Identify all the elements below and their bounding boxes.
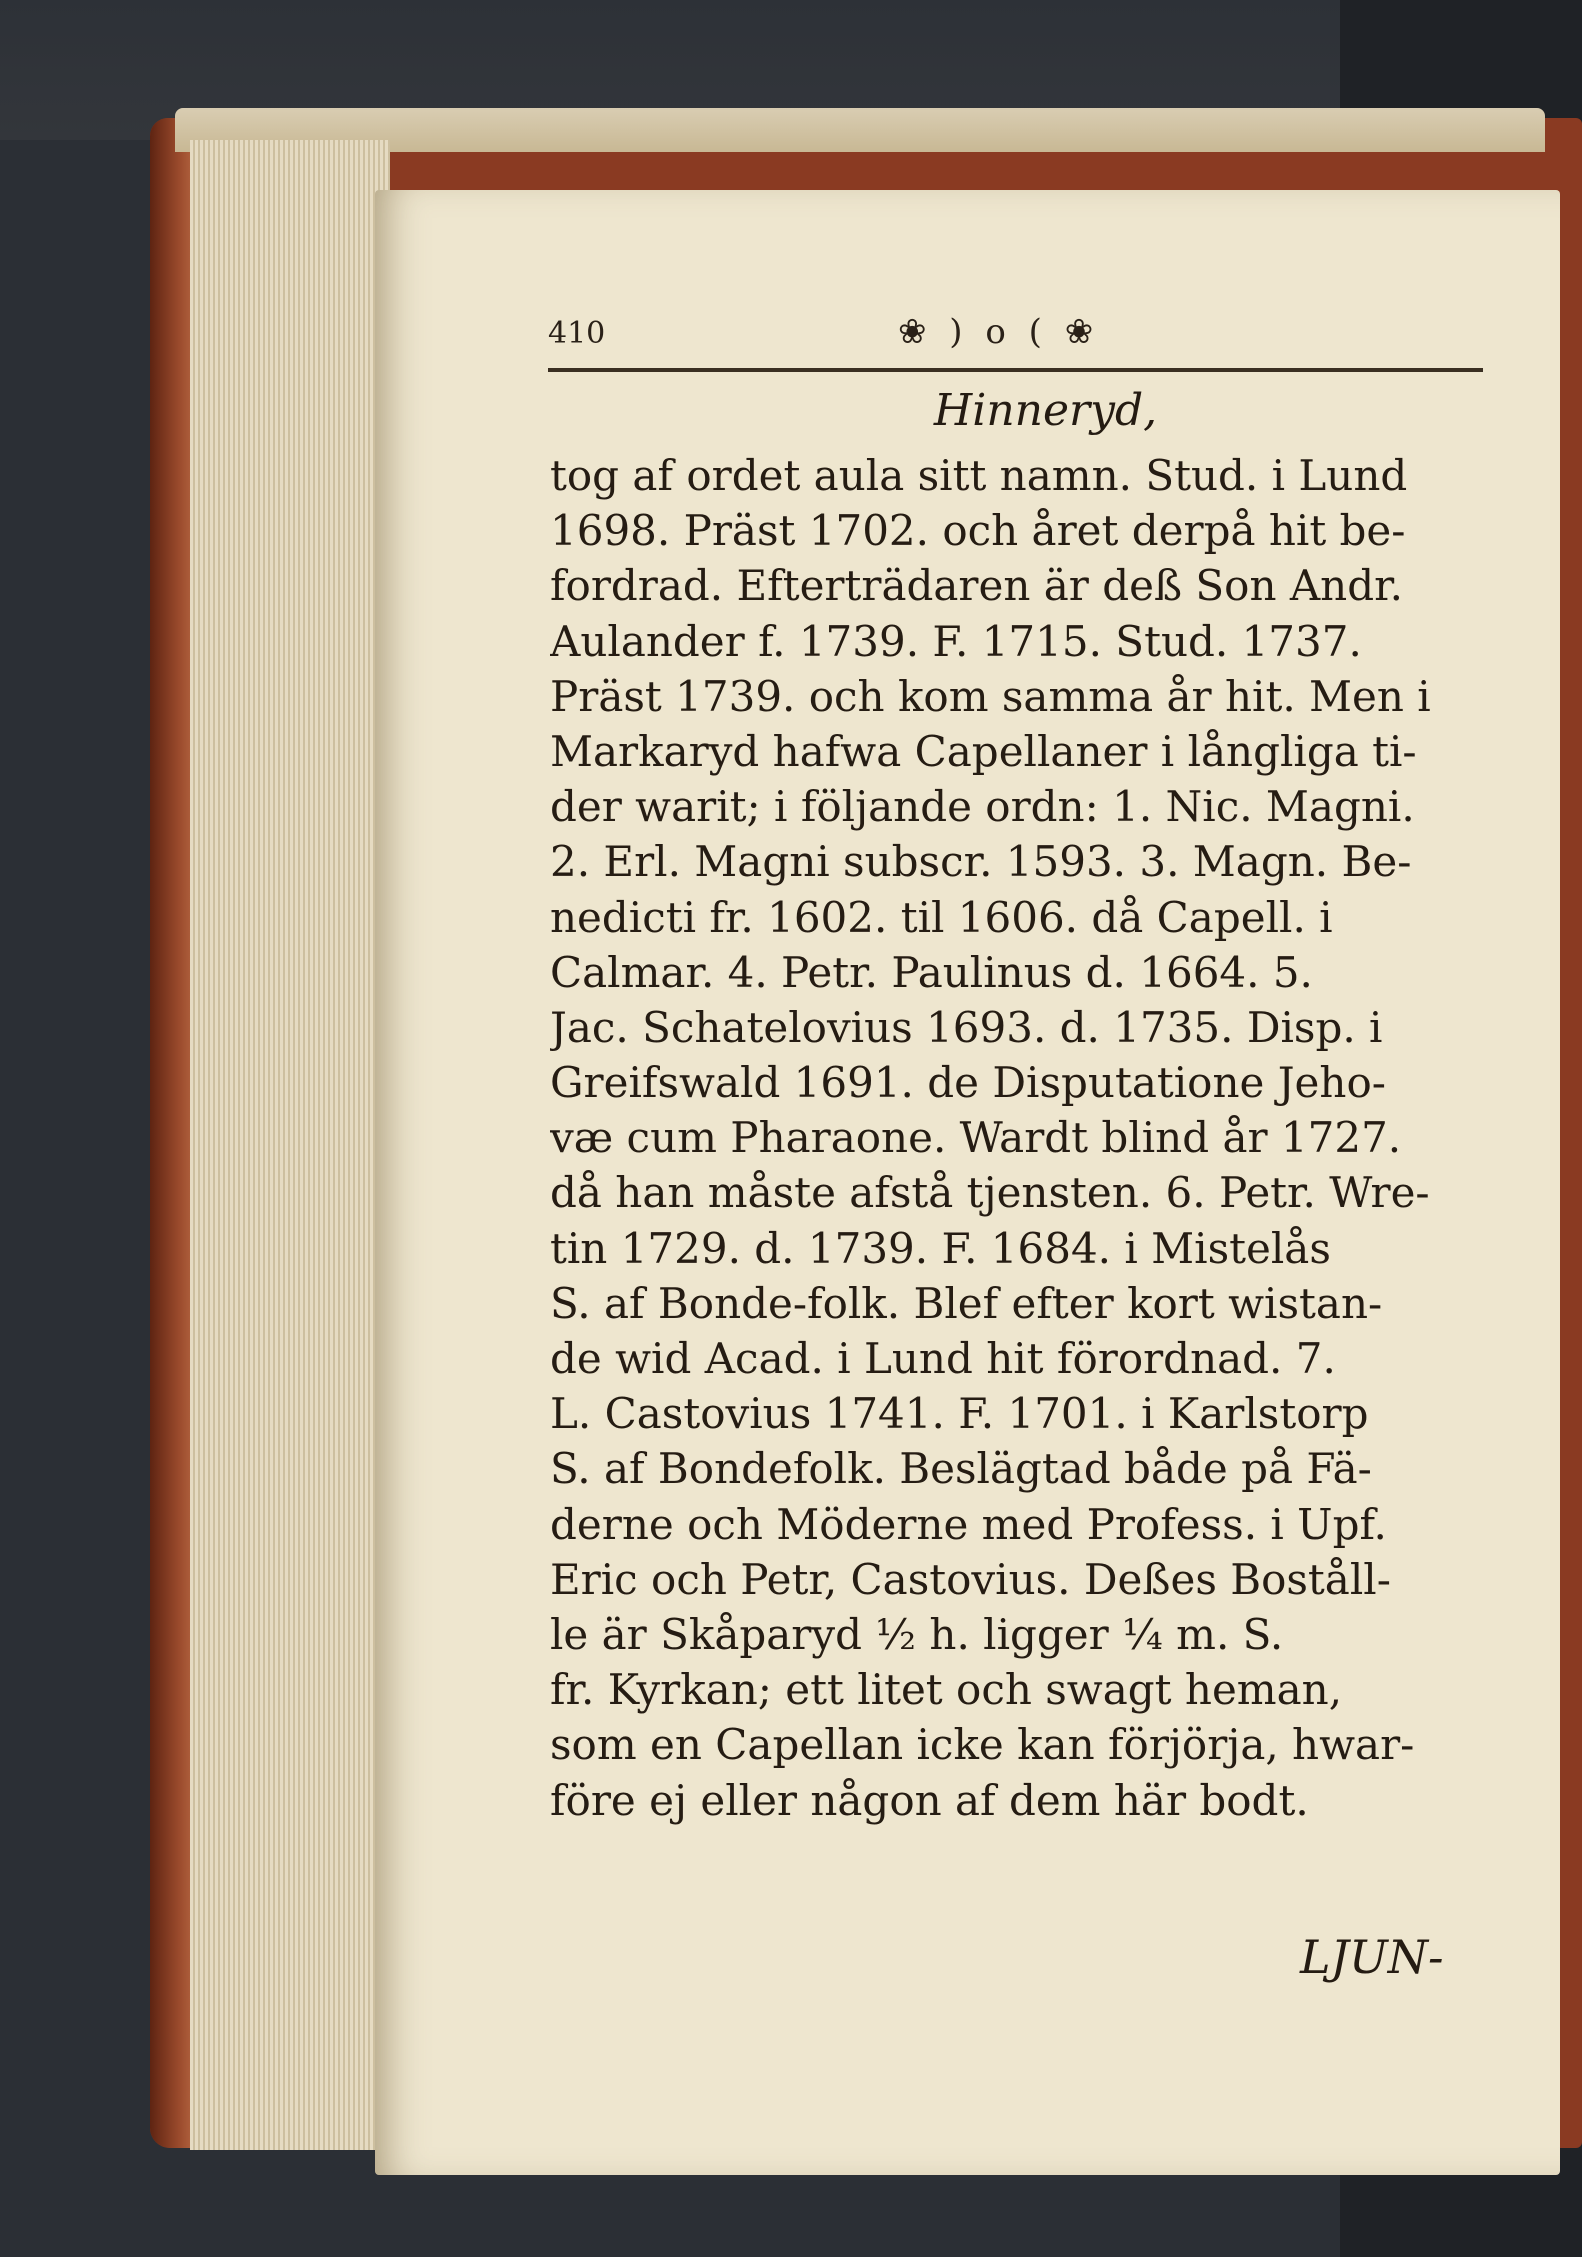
text-line: fr. Kyrkan; ett litet och swagt heman, — [550, 1665, 1343, 1715]
text-line: 2. Erl. Magni subscr. 1593. 3. Magn. Be- — [550, 837, 1412, 887]
text-line: Präst 1739. och kom samma år hit. Men i — [550, 671, 1431, 721]
text-line: Jac. Schatelovius 1693. d. 1735. Disp. i — [550, 1002, 1383, 1052]
text-line: S. af Bondefolk. Beslägtad både på Fä- — [550, 1444, 1372, 1494]
entry-heading: Hinneryd, — [933, 385, 1158, 436]
text-line: L. Castovius 1741. F. 1701. i Karlstorp — [550, 1389, 1369, 1439]
text-line: tog af ordet aula sitt namn. Stud. i Lund — [550, 451, 1408, 500]
running-header — [548, 312, 1488, 362]
text-line: derne och Möderne med Profess. i Upf. — [550, 1499, 1387, 1549]
text-line: Markaryd hafwa Capellaner i långliga ti- — [550, 726, 1417, 776]
text-line: tin 1729. d. 1739. F. 1684. i Mistelås — [550, 1223, 1331, 1273]
text-line: S. af Bonde-folk. Blef efter kort wistan- — [550, 1278, 1383, 1328]
text-line: före ej eller någon af dem här bodt. — [550, 1775, 1309, 1825]
text-line: le är Skåparyd ½ h. ligger ¼ m. S. — [550, 1609, 1284, 1659]
text-line: væ cum Pharaone. Wardt blind år 1727. — [550, 1113, 1402, 1163]
text-line: fordrad. Efterträdaren är deß Son Andr. — [550, 561, 1403, 611]
text-line: Eric och Petr, Castovius. Deßes Boståll- — [550, 1554, 1391, 1604]
page-block-fore-edge — [190, 140, 390, 2150]
text-line: då han måste afstå tjensten. 6. Petr. Wre- — [550, 1168, 1430, 1218]
text-line: nedicti fr. 1602. til 1606. då Capell. i — [550, 892, 1333, 942]
header-rule — [548, 368, 1483, 372]
text-line: de wid Acad. i Lund hit förordnad. 7. — [550, 1334, 1336, 1383]
text-line: Greifswald 1691. de Disputatione Jeho- — [550, 1058, 1386, 1108]
text-line: Calmar. 4. Petr. Paulinus d. 1664. 5. — [550, 947, 1313, 997]
text-line: Aulander f. 1739. F. 1715. Stud. 1737. — [550, 616, 1362, 666]
text-line: 1698. Präst 1702. och året derpå hit be- — [550, 506, 1406, 556]
page-number: 410 — [548, 316, 606, 351]
header-ornament: ❀ ) o ( ❀ — [898, 312, 1100, 352]
text-line: der warit; i följande ordn: 1. Nic. Magni. — [550, 782, 1415, 832]
text-line: som en Capellan icke kan förjörja, hwar- — [550, 1720, 1415, 1770]
catchword: LJUN- — [1300, 1930, 1444, 1984]
body-text — [550, 448, 1485, 1828]
